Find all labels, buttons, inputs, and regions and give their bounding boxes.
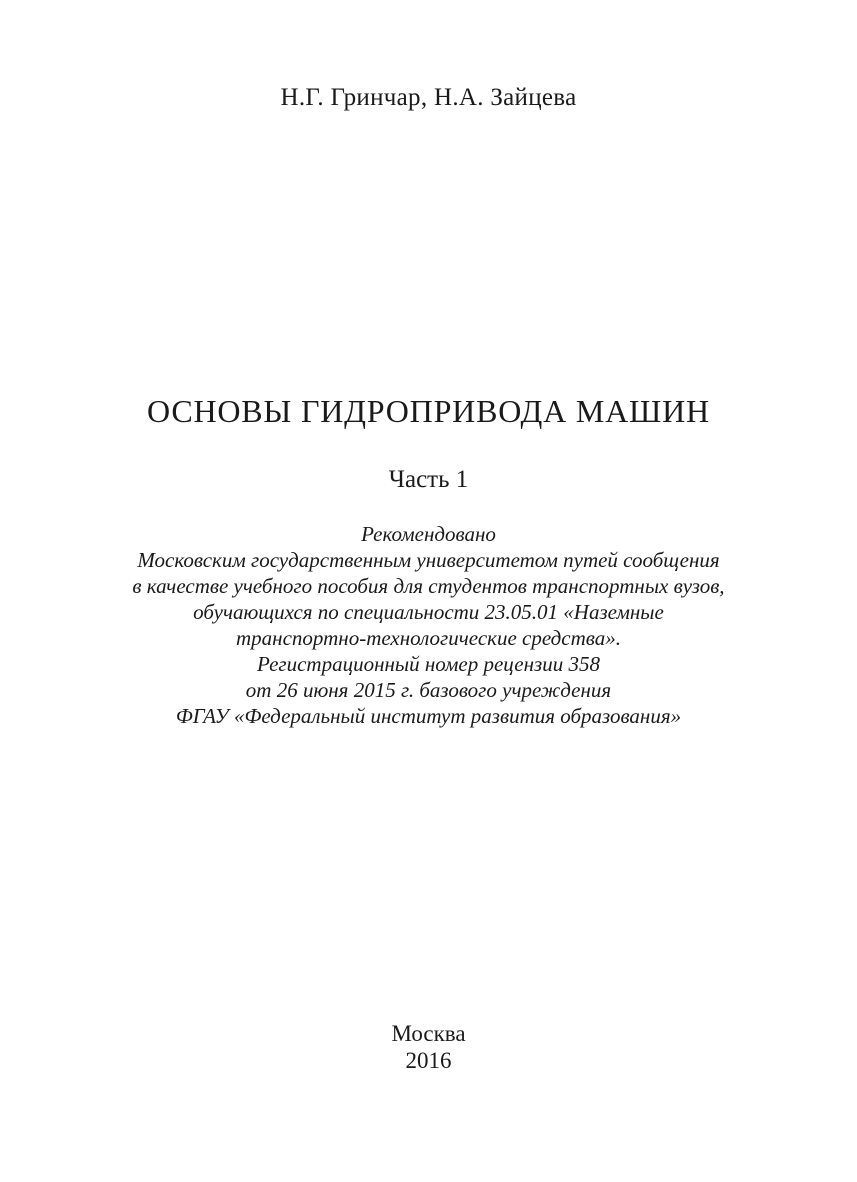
recommendation-line: в качестве учебного пособия для студентов транспортных вузов, [132, 574, 725, 598]
recommendation-line: Рекомендовано [361, 522, 496, 546]
recommendation-line: от 26 июня 2015 г. базового учреждения [245, 678, 612, 702]
recommendation-line: транспортно-технологические средства». [236, 626, 621, 650]
recommendation-line: обучающихся по специальности 23.05.01 «Наземные [193, 600, 664, 624]
part-number: Часть 1 [388, 466, 469, 493]
recommendation-line: Московским государственным университетом путей сообщения [137, 548, 720, 572]
book-title: ОСНОВЫ ГИДРОПРИВОДА МАШИН [147, 393, 710, 429]
recommendation-line: Регистрационный номер рецензии 358 [257, 652, 600, 676]
authors: Н.Г. Гринчар, Н.А. Зайцева [280, 84, 577, 111]
recommendation-line: ФГАУ «Федеральный институт развития образования» [175, 704, 682, 728]
recommendation-block [0, 521, 857, 729]
publication-year: 2016 [405, 1048, 452, 1073]
publication-city: Москва [391, 1021, 466, 1046]
